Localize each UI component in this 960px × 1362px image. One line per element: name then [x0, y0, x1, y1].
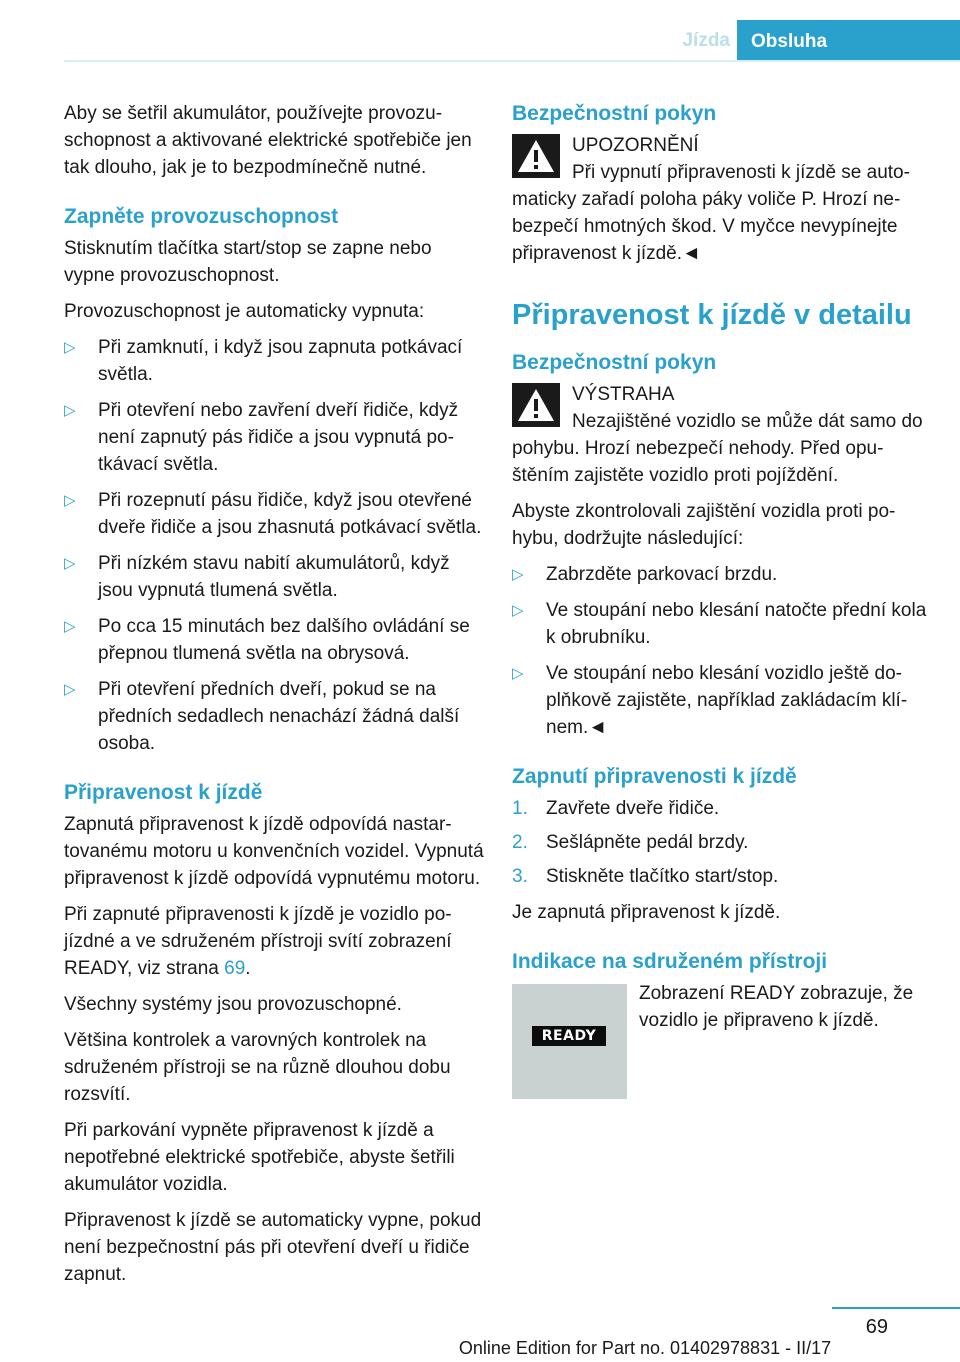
list-item: ▷ Při otevření předních dveří, pokud se na předních sedadlech nenachází žádná další osoba.: [64, 676, 484, 757]
page-number: 69: [865, 1316, 888, 1338]
indication-text: Zobrazení READY zobrazuje, že vozidlo je připraveno k jízdě.: [639, 983, 914, 1031]
step-item: 3. Stiskněte tlačítko start/stop.: [512, 866, 779, 887]
warning-label: VÝSTRAHA: [572, 384, 675, 405]
auto-off-list: [64, 334, 484, 757]
heading-indication: Indikace na sdruženém přístroji: [512, 950, 828, 973]
caution-label: UPOZORNĚNÍ: [572, 135, 699, 156]
bullet-arrow-icon: ▷: [512, 566, 524, 583]
edition-line: Online Edition for Part no. 01402978831 - II/17: [458, 1338, 832, 1358]
list-item: ▷ Po cca 15 minutách bez dalšího ovládání se přepnou tlumená světla na obrysová.: [64, 613, 484, 667]
heading-switch-on: Zapnutí připravenosti k jízdě: [512, 765, 797, 788]
operability-paragraph-1: Stisknutím tlačítka start/stop se zapne nebo vypne provozuschopnost.: [64, 238, 432, 286]
list-item: ▷ Ve stoupání nebo klesání natočte přední kola k obrubníku.: [512, 597, 932, 651]
caution-notice: [512, 132, 932, 267]
warning-text: Nezajištěné vozidlo se může dát samo do pohybu. Hrozí nebezpečí nehody. Před opuštěním zajistěte vozidlo proti pojíždění.: [512, 411, 923, 486]
step-item: 2. Sešlápněte pedál brzdy.: [512, 832, 749, 853]
ready-paragraph-5: Při parkování vypněte připravenost k jízdě a nepotřebné elektrické spotřebiče, abyste šetřili akumulátor vozidla.: [64, 1120, 455, 1195]
heading-drive-ready-detail: Připravenost k jízdě v detailu: [512, 299, 912, 331]
bullet-arrow-icon: ▷: [64, 555, 76, 572]
heading-safety-note-1: Bezpečnostní pokyn: [512, 102, 717, 125]
ready-badge: READY: [532, 1026, 606, 1046]
warning-notice: [512, 381, 932, 489]
bullet-arrow-icon: ▷: [64, 492, 76, 509]
secure-paragraph: Abyste zkontrolovali zajištění vozidla proti pohybu, dodržujte následující:: [512, 501, 896, 549]
list-item: ▷ Při zamknutí, i když jsou zapnuta potkávací světla.: [64, 334, 484, 388]
secure-list: [512, 561, 932, 741]
intro-paragraph: Aby se šetřil akumulátor, používejte provozuschopnost a aktivované elektrické spotřebiče jen tak dlouho, jak je to bezpodmínečně nutné.: [64, 103, 472, 178]
ready-paragraph-3: Všechny systémy jsou provozuschopné.: [64, 994, 402, 1015]
list-item: ▷ Ve stoupání nebo klesání vozidlo ještě doplňkově zajistěte, například zakládacím klínem.◄: [512, 660, 932, 741]
left-column: [64, 100, 484, 1297]
operability-paragraph-2: Provozuschopnost je automaticky vypnuta:: [64, 301, 425, 322]
right-column: [512, 100, 932, 1107]
warning-triangle-icon: [512, 383, 560, 427]
list-item: ▷ Zabrzděte parkovací brzdu.: [512, 561, 932, 588]
indication-block: [512, 980, 932, 1044]
header-rule: [64, 60, 960, 62]
heading-operability: Zapněte provozuschopnost: [64, 205, 339, 228]
bullet-arrow-icon: ▷: [512, 665, 524, 682]
ready-display-image: [512, 984, 627, 1099]
list-item: ▷ Při otevření nebo zavření dveří řidiče, když není zapnutý pás řidiče a jsou vypnutá potkávací světla.: [64, 397, 484, 478]
ready-paragraph-4: Většina kontrolek a varovných kontrolek na sdruženém přístroji se na různě dlouhou dobu rozsvítí.: [64, 1030, 451, 1105]
bullet-arrow-icon: ▷: [64, 402, 76, 419]
warning-triangle-icon: [512, 134, 560, 178]
bullet-arrow-icon: ▷: [512, 602, 524, 619]
footer-rule: [832, 1307, 960, 1309]
ready-paragraph-1: Zapnutá připravenost k jízdě odpovídá nastartovanému motoru u konvenčních vozidel. Vypnutá připravenost k jízdě odpovídá vypnutému motoru.: [64, 814, 484, 889]
caution-text: Při vypnutí připravenosti k jízdě se automaticky zařadí poloha páky voliče P. Hrozí nebezpečí hmotných škod. V myčce nevypínejte připravenost k jízdě.◄: [512, 162, 910, 264]
step-item: 1. Zavřete dveře řidiče.: [512, 798, 720, 819]
list-item: ▷ Při nízkém stavu nabití akumulátorů, když jsou vypnutá tlumená světla.: [64, 550, 484, 604]
switch-on-steps: [512, 795, 932, 890]
bullet-arrow-icon: ▷: [64, 339, 76, 356]
list-item: ▷ Při rozepnutí pásu řidiče, když jsou otevřené dveře řidiče a jsou zhasnutá potkávací světla.: [64, 487, 484, 541]
heading-drive-ready: Připravenost k jízdě: [64, 781, 263, 804]
header-chapter-tab: Obsluha: [737, 20, 960, 60]
bullet-arrow-icon: ▷: [64, 618, 76, 635]
ready-paragraph-6: Připravenost k jízdě se automaticky vypne, pokud není bezpečnostní pás při otevření dveří u řidiče zapnut.: [64, 1210, 482, 1285]
bullet-arrow-icon: ▷: [64, 681, 76, 698]
heading-safety-note-2: Bezpečnostní pokyn: [512, 351, 717, 374]
page-reference-link[interactable]: 69: [224, 958, 246, 979]
header-section-label: Jízda: [682, 30, 730, 51]
ready-paragraph-2: Při zapnuté připravenosti k jízdě je vozidlo pojízdné a ve sdruženém přístroji svítí zobrazení READY, viz strana 69.: [64, 904, 452, 979]
switch-on-result: Je zapnutá připravenost k jízdě.: [512, 902, 781, 923]
